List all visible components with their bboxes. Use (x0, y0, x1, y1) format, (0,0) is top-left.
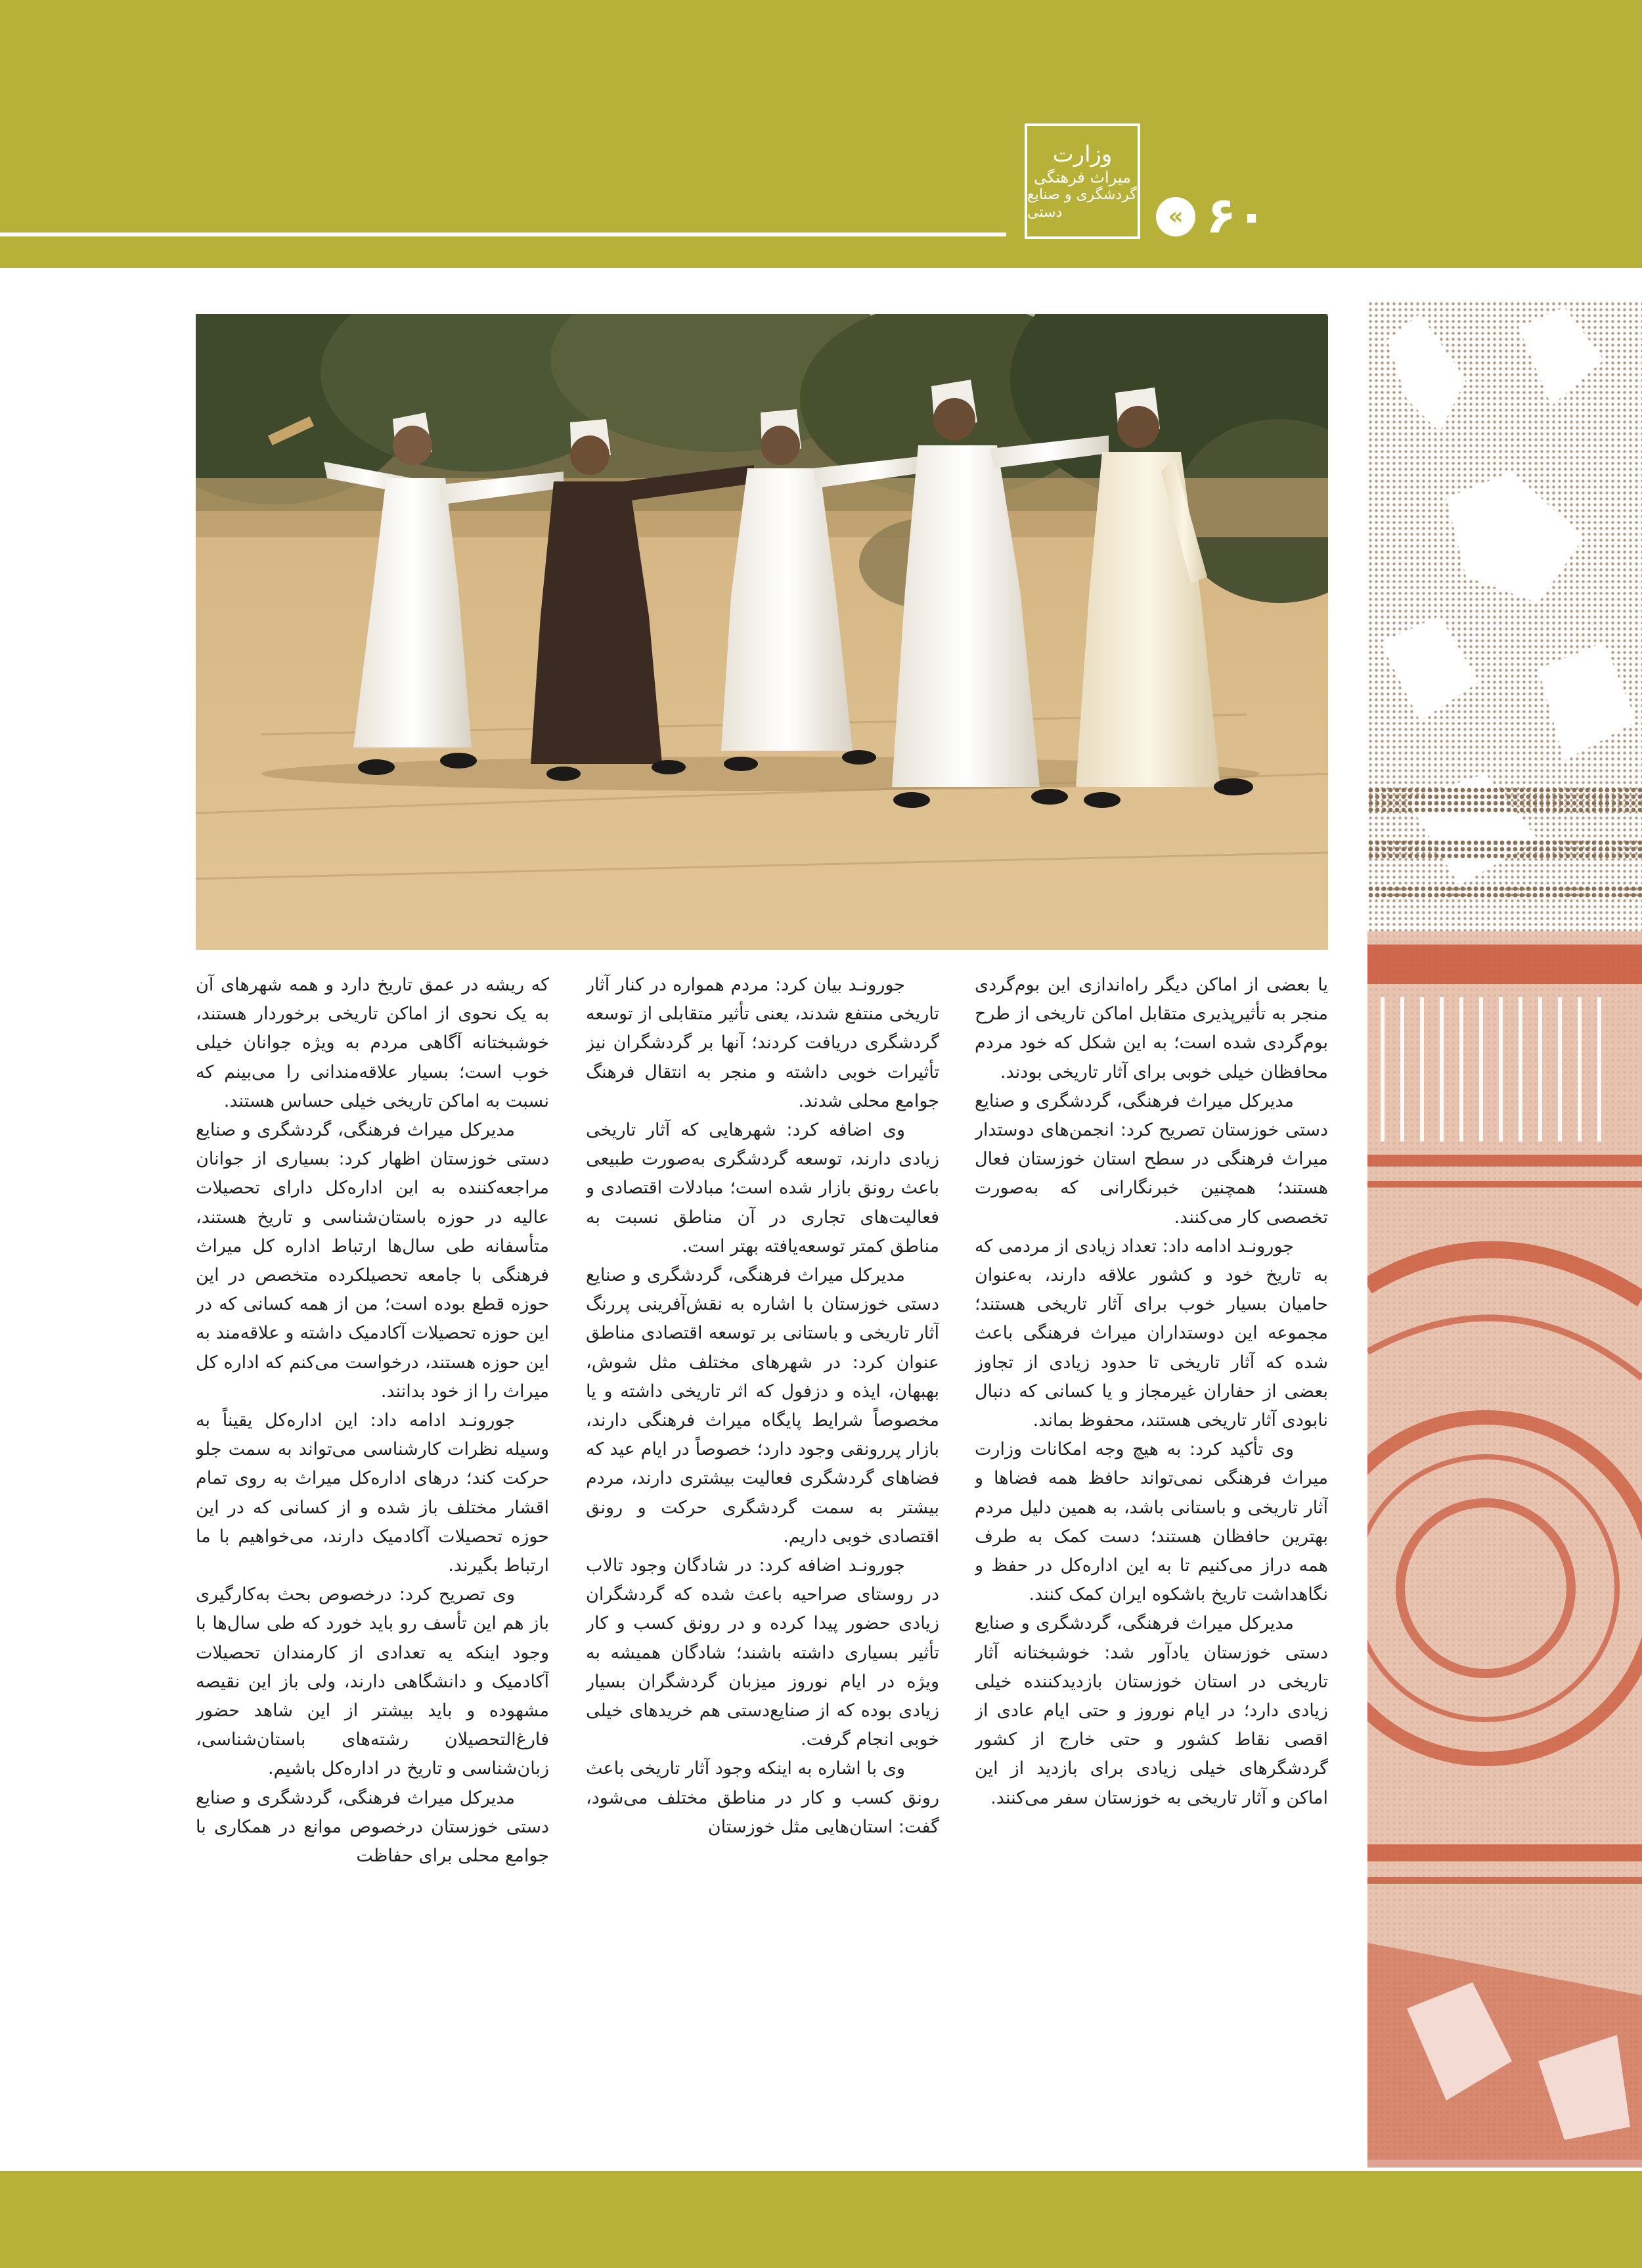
page-header (0, 0, 1642, 268)
article-paragraph: مدیرکل میراث فرهنگی، گردشگری و صنایع دستی خوزستان یادآور شد: خوشبختانه آثار تاریخی در استان خوزستان بازدیدکننده خیلی زیادی دارد؛ در ایام نوروز و حتی ایام عادی از اقصی نقاط کشور و حتی خارج از کشور گردشگرهای خیلی زیادی برای بازدید از این اماکن و آثار تاریخی به خوزستان سفر می‌کنند. (975, 1613, 1328, 1808)
header-rule (0, 233, 1006, 236)
logo-line: گردشگری و صنایع دستی (1027, 187, 1137, 221)
article-paragraph: وی اضافه کرد: شهرهایی که آثار تاریخی زیادی دارند، توسعه گردشگری به‌صورت طبیعی باعث رونق بازار شده است؛ مبادلات اقتصادی و فعالیت‌های تجاری در آن مناطق نسبت به مناطق کمتر توسعه‌یافته بهتر است. (586, 1120, 939, 1256)
article-column-2 (586, 971, 939, 2055)
article-paragraph: مدیرکل میراث فرهنگی، گردشگری و صنایع دستی خوزستان درخصوص موانع در همکاری با جوامع محلی برای حفاظت (196, 1787, 549, 1867)
logo-line: وزارت (1052, 141, 1113, 167)
article-paragraph: جورونـد بیان کرد: مردم همواره در کنار آثار تاریخی منتفع شدند، یعنی تأثیر متقابلی از توسعه گردشگری دریافت کردند؛ آنها بر گردشگران نیز تأثیرات خوبی داشته و منجر به انتقال فرهنگ جوامع محلی شدند. (586, 975, 939, 1111)
logo-line: میراث فرهنگی (1033, 167, 1132, 187)
article-paragraph: وی تأکید کرد: به هیچ وجه امکانات وزارت میراث فرهنگی نمی‌تواند حافظ همه فضاها و آثار تاریخی و باستانی باشد، به همین دلیل مردم بهترین حافظان هستند؛ دست کمک به طرف همه دراز می‌کنیم تا به این اداره‌کل در حفظ و نگاهداشت تاریخ باشکوه ایران کمک کنند. (975, 1439, 1328, 1605)
ministry-logo (1025, 123, 1140, 239)
article-paragraph: مدیرکل میراث فرهنگی، گردشگری و صنایع دستی خوزستان با اشاره به نقش‌آفرینی پررنگ آثار تاریخی و باستانی بر توسعه اقتصادی مناطق عنوان کرد: در شهرهای مختلف مثل شوش، بهبهان، ایذه و دزفول که اثر تاریخی داشته و یا مخصوصاً شرایط پایگاه میراث فرهنگی دارند، بازار پررونقی وجود دارد؛ خصوصاً در ایام عید که فضاهای گردشگری فعالیت بیشتری دارند، مردم بیشتر به سمت گردشگری حرکت و رونق اقتصادی خوبی داریم. (586, 1265, 939, 1547)
article-paragraph: مدیرکل میراث فرهنگی، گردشگری و صنایع دستی خوزستان تصریح کرد: انجمن‌های دوستدار میراث فرهنگی در سطح استان خوزستان فعال هستند؛ همچنین خبرنگارانی که به‌صورت تخصصی کار می‌کنند. (975, 1090, 1328, 1228)
article-paragraph: جورونـد اضافه کرد: در شادگان وجود تالاب در روستای صراحیه باعث شده که گردشگران زیادی حضور پیدا کرده و در رونق کسب و کار تأثیر بسیاری داشته باشند؛ شادگان همیشه به ویژه در ایام نوروز میزبان گردشگران بسیار زیادی بوده که از صنایع‌دستی هم خریدهای خیلی خوبی انجام گرفت. (586, 1555, 939, 1750)
page-number: ۶۰ (1206, 186, 1267, 244)
dancers-photo (196, 314, 1328, 950)
article-paragraph: جورونـد ادامه داد: تعداد زیادی از مردمی که به تاریخ خود و کشور علاقه دارند، به‌عنوان حامیان بسیار خوب برای آثار تاریخی هستند؛ مجموعه این دوستداران میراث فرهنگی باعث شده که آثار تاریخی تا حدود زیادی از تجاوز بعضی از حفاران غیرمجاز و یا کسانی که دنبال نابودی آثار تاریخی هستند، محفوظ بماند. (975, 1235, 1328, 1431)
article-column-1 (975, 971, 1328, 2055)
page-footer (0, 2171, 1642, 2268)
article-paragraph: وی تصریح کرد: درخصوص بحث به‌کارگیری باز هم این تأسف رو باید خورد که طی سال‌ها با وجود اینکه یه تعدادی از کارمندان تحصیلات آکادمیک و دانشگاهی دارند، ولی باز این نقیصه مشهوده و باید بیشتر از این شاهد حضور فارغ‌التحصیلان رشته‌های باستان‌شناسی، زبان‌شناسی و تاریخ در اداره‌کل باشیم. (196, 1584, 549, 1779)
article-paragraph: مدیرکل میراث فرهنگی، گردشگری و صنایع دستی خوزستان اظهار کرد: بسیاری از جوانان مراجعه‌کننده به این اداره‌کل دارای تحصیلات عالیه در حوزه باستان‌شناسی و تاریخ هستند، متأسفانه طی سال‌ها ارتباط اداره کل میراث فرهنگی با جامعه تحصیلکرده متخصص در این حوزه قطع بوده است؛ من از همه کسانی که در این حوزه تحصیلات آکادمیک داشته و علاقه‌مند به این حوزه هستند، درخواست می‌کنم که اداره کل میراث را از خود بدانند. (196, 1120, 549, 1402)
pottery-decoration (1367, 301, 1642, 2168)
article-paragraph: یا بعضی از اماکن دیگر راه‌اندازی این بوم‌گردی منجر به تأثیرپذیری متقابل اماکن تاریخی از طرح بوم‌گردی شده است؛ به این شکل که خود مردم محافظان خیلی خوبی برای آثار تاریخی بودند. (975, 975, 1328, 1082)
article-paragraph: که ریشه در عمق تاریخ دارد و همه شهرهای آن به یک نحوی از اماکن تاریخی برخوردار هستند، خوشبختانه آگاهی مردم به ویژه جوانان خیلی خوب است؛ بسیار علاقه‌مندانی را می‌بینم که نسبت به اماکن تاریخی خیلی حساس هستند. (196, 975, 549, 1111)
article-paragraph: جورونـد ادامه داد: این اداره‌کل یقیناً به وسیله نظرات کارشناسی می‌تواند به سمت جلو حرکت کند؛ درهای اداره‌کل میراث به روی تمام اقشار مختلف باز شده و از کسانی که در این حوزه تحصیلات آکادمیک دارند، می‌خواهیم با ما ارتباط بگیرند. (196, 1410, 549, 1576)
article-column-3 (196, 971, 549, 2055)
double-chevron-icon: « (1156, 197, 1195, 236)
article-paragraph: وی با اشاره به اینکه وجود آثار تاریخی باعث رونق کسب و کار در مناطق مختلف می‌شود، گفت: استان‌هایی مثل خوزستان (586, 1758, 939, 1837)
